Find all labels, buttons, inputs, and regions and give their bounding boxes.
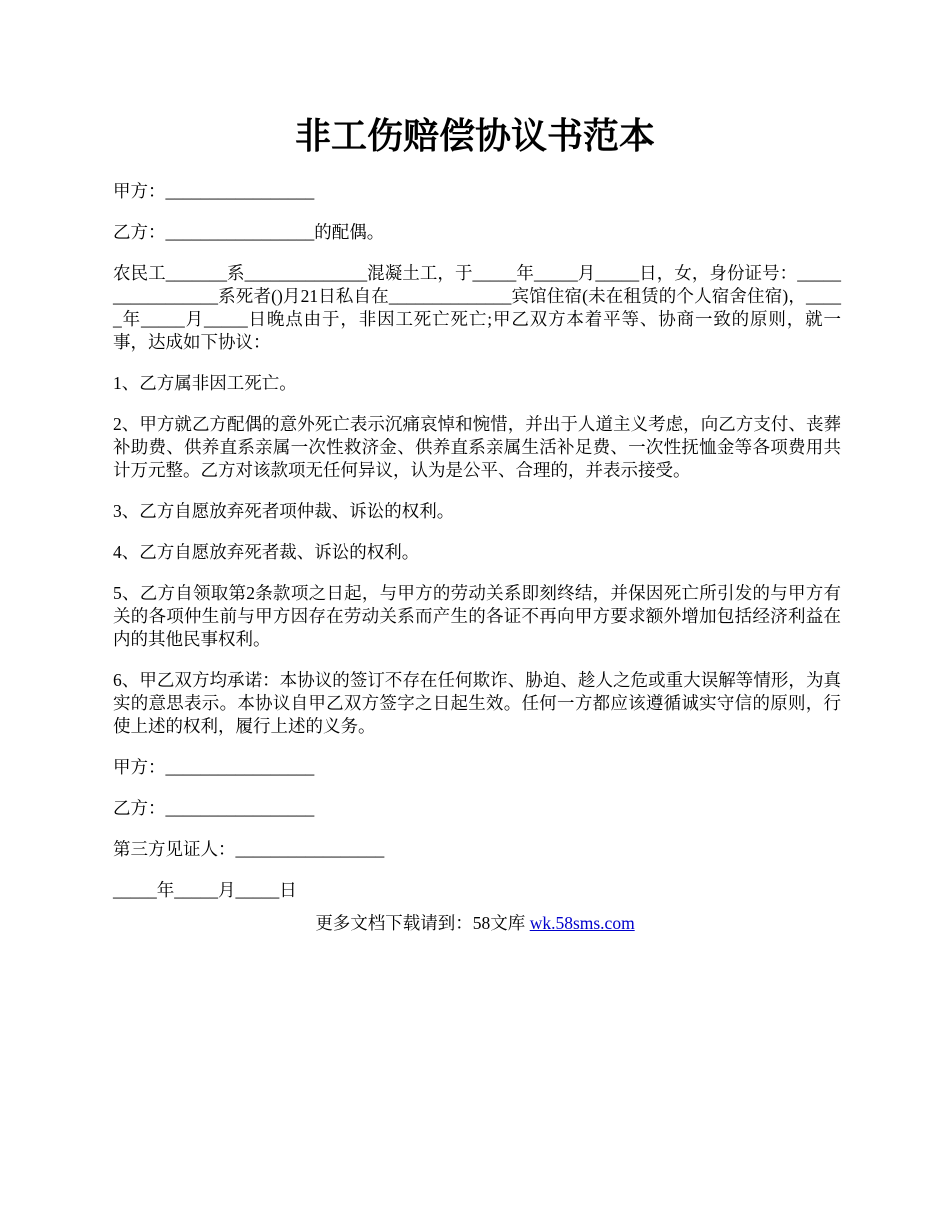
signature-party-b: 乙方：_________________: [113, 798, 315, 818]
document-body: [113, 180, 841, 920]
signature-witness: 第三方见证人：_________________: [113, 839, 385, 859]
signature-party-a: 甲方：_________________: [113, 757, 315, 777]
clause-3: 3、乙方自愿放弃死者项仲裁、诉讼的权利。: [113, 501, 455, 521]
clause-4: 4、乙方自愿放弃死者裁、诉讼的权利。: [113, 542, 420, 562]
footer-link[interactable]: wk.58sms.com: [529, 913, 635, 933]
signature-date: _____年_____月_____日: [113, 880, 297, 900]
clause-5: 5、乙方自领取第2条款项之日起，与甲方的劳动关系即刻终结，并保因死亡所引发的与甲方有关的各项仲生前与甲方因存在劳动关系而产生的各证不再向甲方要求额外增加包括经济利益在内的其他民事权利。: [113, 583, 841, 649]
intro-paragraph: 农民工_______系______________混凝土工，于_____年_____月_____日，女，身份证号：_________________系死者()月21日私自在______________宾馆住宿(未在租赁的个人宿舍住宿)，_____年_____月_____日晚点由于，非因工死亡死亡;甲乙双方本着平等、协商一致的原则，就一事，达成如下协议：: [113, 263, 841, 352]
footer: [0, 912, 950, 935]
clause-1: 1、乙方属非因工死亡。: [113, 373, 297, 393]
document-title: 非工伤赔偿协议书范本: [294, 116, 655, 156]
party-a-line: 甲方：_________________: [113, 181, 315, 201]
clause-2: 2、甲方就乙方配偶的意外死亡表示沉痛哀悼和惋惜，并出于人道主义考虑，向乙方支付、丧葬补助费、供养直系亲属一次性救济金、供养直系亲属生活补足费、一次性抚恤金等各项费用共计万元整。乙方对该款项无任何异议，认为是公平、合理的，并表示接受。: [113, 414, 841, 480]
footer-text: 更多文档下载请到：58文库: [315, 913, 530, 933]
clause-6: 6、甲乙双方均承诺：本协议的签订不存在任何欺诈、胁迫、趁人之危或重大误解等情形，为真实的意思表示。本协议自甲乙双方签字之日起生效。任何一方都应该遵循诚实守信的原则，行使上述的权利，履行上述的义务。: [113, 670, 841, 736]
party-b-line: 乙方：_________________的配偶。: [113, 222, 385, 242]
